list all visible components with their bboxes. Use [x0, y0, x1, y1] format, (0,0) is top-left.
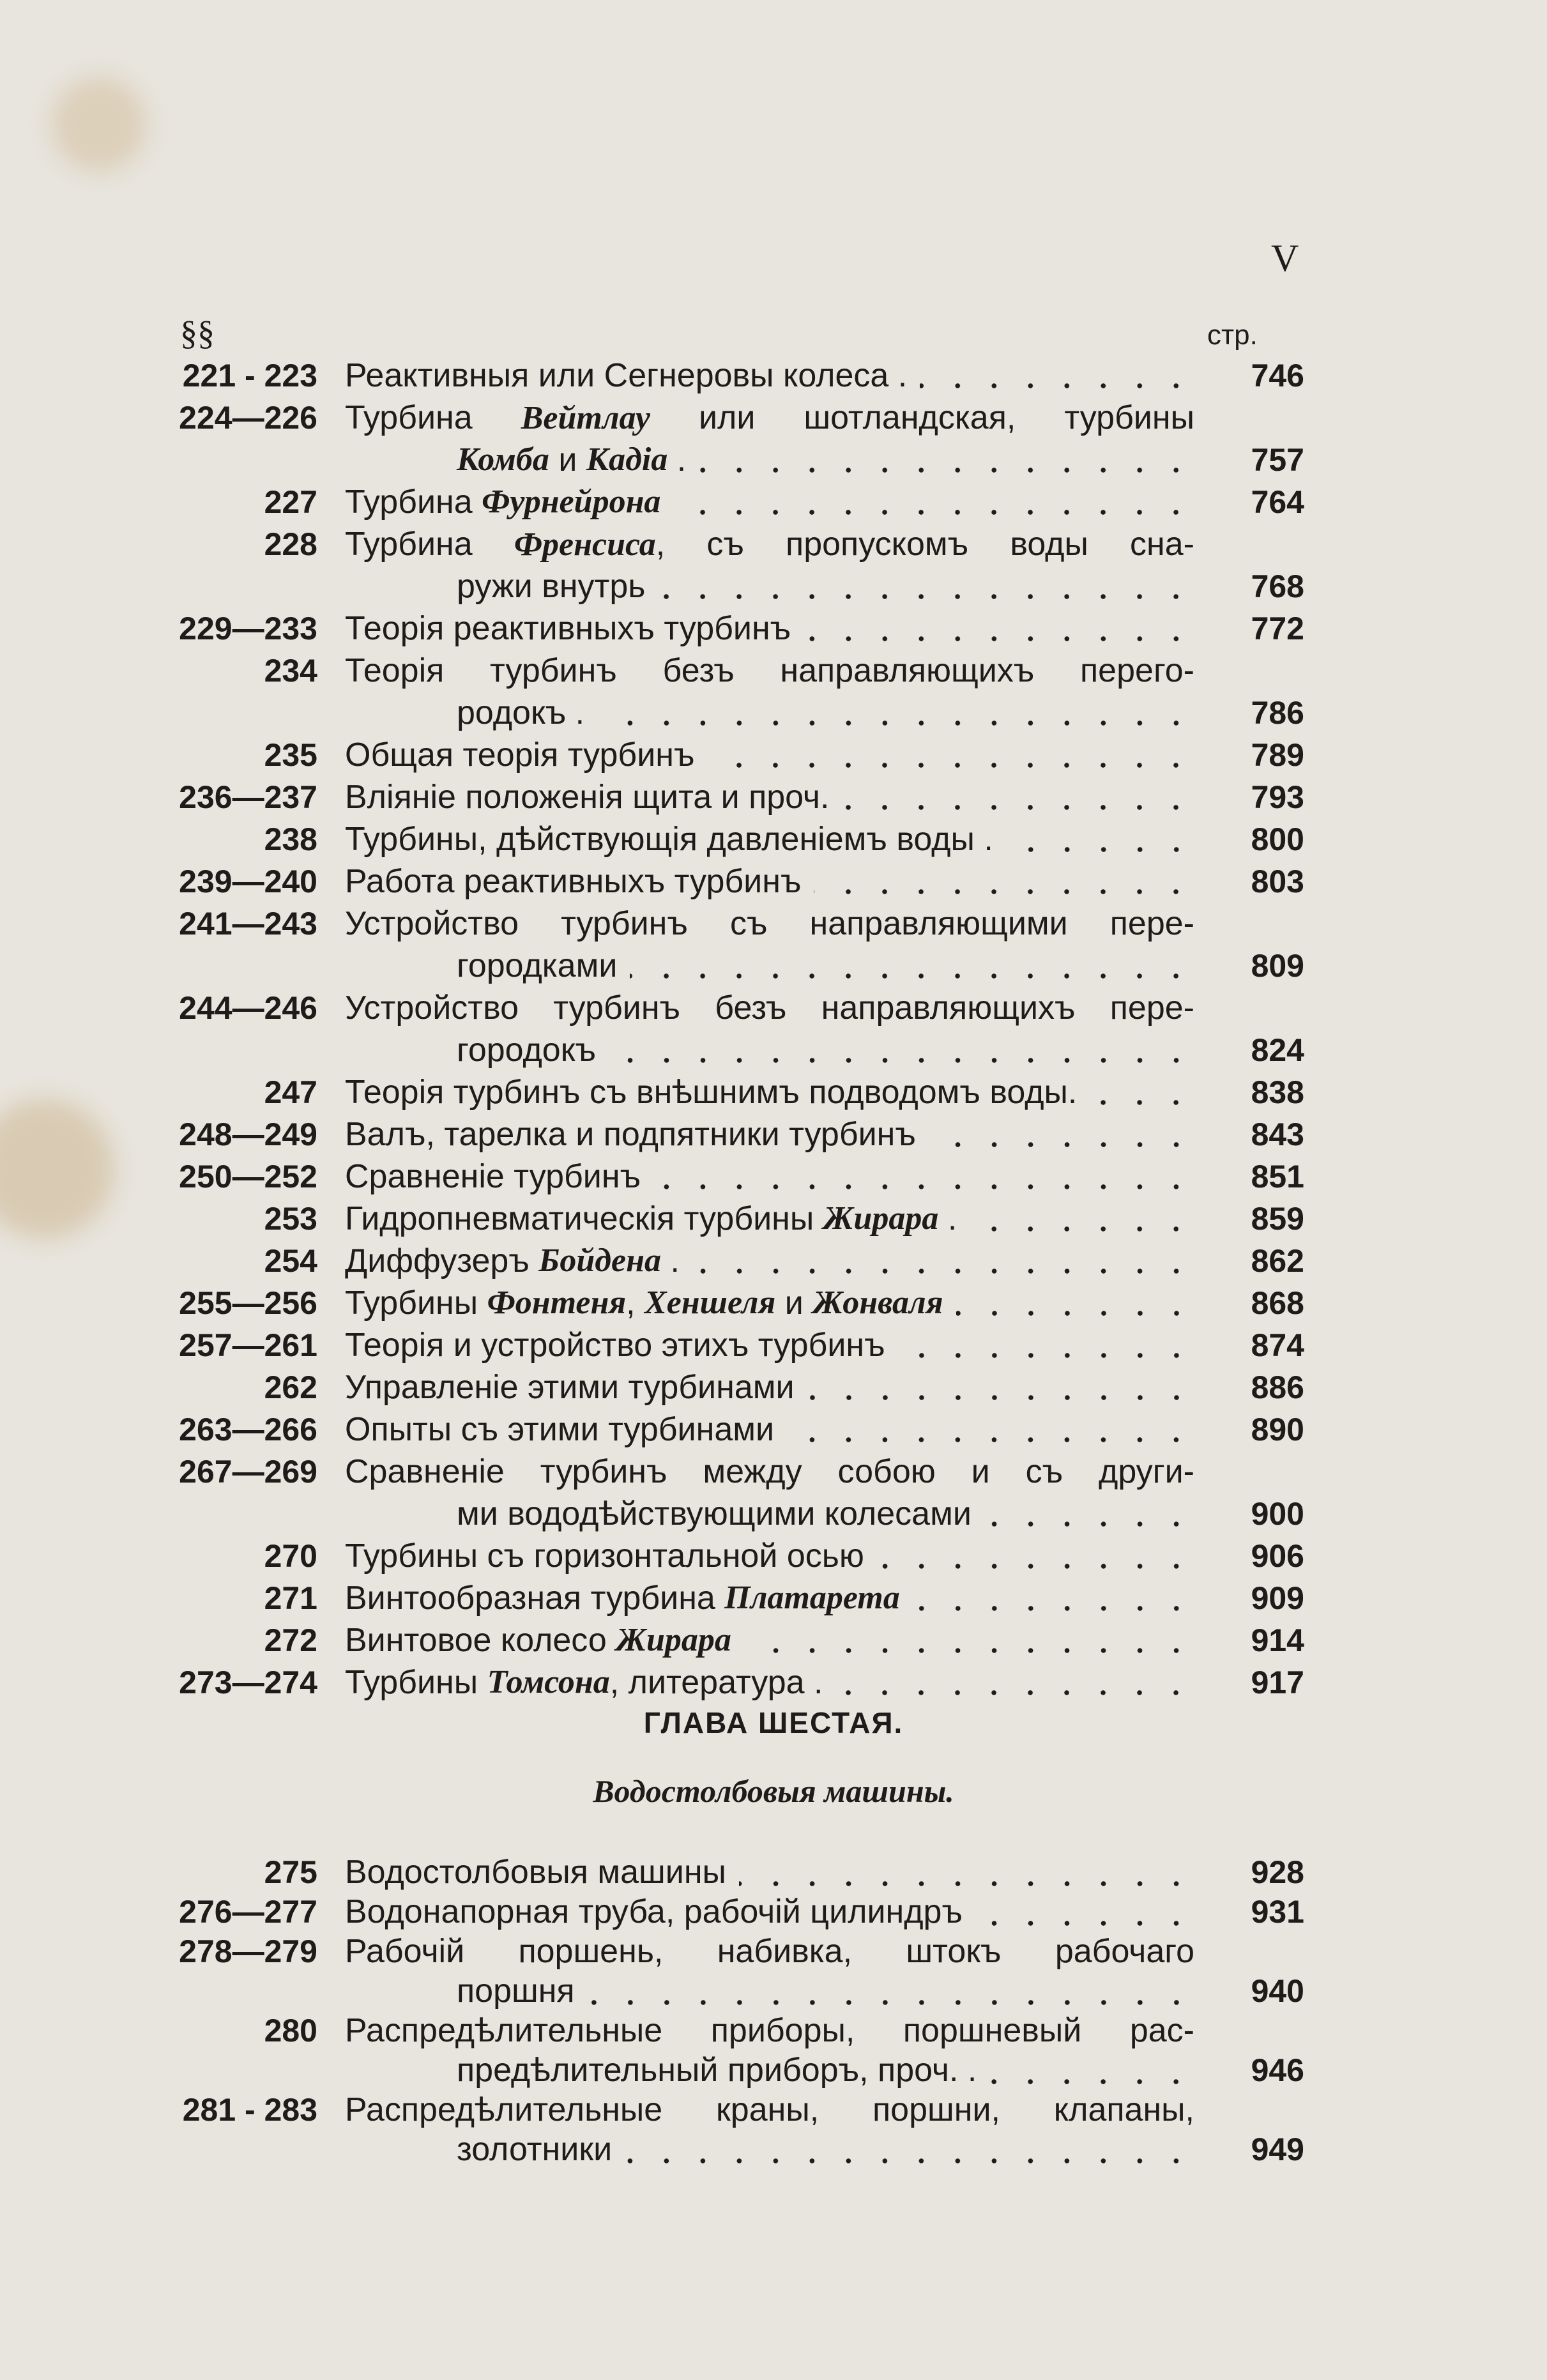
toc-entry: [0, 903, 1547, 987]
title-text: Рабочій поршень, набивка, штокъ рабочаго: [345, 1933, 1194, 1970]
author-name: Хеншеля: [644, 1285, 776, 1321]
toc-line: [0, 987, 1547, 1029]
dot-leader: [673, 481, 1194, 523]
toc-entry: [0, 1366, 1547, 1408]
toc-line: [0, 945, 1547, 987]
title-text: Валъ, тарелка и подпятники турбинъ: [345, 1116, 916, 1153]
page-column-header: стр.: [1207, 319, 1258, 351]
toc-entry: [0, 1198, 1547, 1240]
entry-title: [345, 776, 1194, 818]
table-of-contents: [0, 355, 1547, 1704]
entry-title: [345, 1577, 1194, 1619]
section-number: 267—269: [179, 1454, 317, 1490]
page-reference: 859: [1251, 1201, 1304, 1237]
author-name: Вейтлау: [521, 400, 650, 436]
title-text: Турбина: [345, 399, 521, 436]
toc-entry: [0, 1852, 1547, 1892]
entry-title: [345, 903, 1194, 945]
section-number: 272: [264, 1622, 317, 1658]
section-number: 276—277: [179, 1894, 317, 1930]
section-number: 254: [264, 1243, 317, 1279]
page-reference: 949: [1251, 2132, 1304, 2167]
author-name: Френсиса: [514, 526, 656, 563]
toc-line: [0, 1240, 1547, 1282]
author-name: Фонтеня: [487, 1285, 627, 1321]
dot-leader: [1090, 1071, 1194, 1113]
section-number: 281 - 283: [182, 2092, 317, 2128]
title-text: Теорія и устройство этихъ турбинъ: [345, 1327, 885, 1364]
toc-line: [0, 2130, 1547, 2169]
title-text: Винтообразная турбина: [345, 1580, 725, 1617]
toc-entry: [0, 523, 1547, 607]
entry-title: [345, 2090, 1194, 2132]
page-reference: 900: [1251, 1496, 1304, 1532]
entry-title: [457, 2050, 1194, 2090]
dot-leader: [739, 1852, 1194, 1892]
dot-leader: [804, 607, 1194, 650]
section-number: 228: [264, 526, 317, 562]
toc-entry: [0, 1661, 1547, 1704]
dot-leader: [658, 565, 1194, 607]
title-text: Диффузеръ: [345, 1242, 539, 1279]
title-text: Распредѣлительные краны, поршни, клапаны,: [345, 2091, 1194, 2128]
author-name: Бойдена: [538, 1242, 661, 1279]
toc-line: [0, 1577, 1547, 1619]
toc-entry: [0, 1932, 1547, 2011]
dot-leader: [609, 1029, 1194, 1071]
entry-title: [457, 2130, 1194, 2169]
title-text: Сравненіе турбинъ между собою и съ други-: [345, 1453, 1194, 1490]
dot-leader: [630, 945, 1194, 987]
toc-line: [0, 355, 1547, 397]
page-reference: 793: [1251, 779, 1304, 815]
toc-entry: [0, 1451, 1547, 1535]
toc-entry: [0, 818, 1547, 860]
section-number: 241—243: [179, 906, 317, 942]
entry-title: [457, 1971, 1194, 2011]
entry-title: [345, 1156, 1194, 1198]
entry-title: [457, 1493, 1194, 1535]
entry-title: [345, 607, 1194, 650]
dot-leader: [984, 1493, 1194, 1535]
toc-line: [0, 1156, 1547, 1198]
page-number: V: [1271, 237, 1299, 279]
toc-line: [0, 1535, 1547, 1577]
toc-entry: [0, 607, 1547, 650]
entry-title: [345, 818, 1194, 860]
author-name: Томсона: [487, 1664, 610, 1700]
toc-line: [0, 776, 1547, 818]
toc-line: [0, 1892, 1547, 1932]
entry-title: [345, 481, 1194, 523]
entry-title: [345, 1324, 1194, 1366]
section-number: 280: [264, 2013, 317, 2048]
title-text: предѣлительный приборъ, проч. .: [457, 2052, 977, 2089]
toc-line: [0, 1661, 1547, 1704]
section-number: 224—226: [179, 400, 317, 436]
section-column-header: §§: [180, 314, 215, 352]
dot-leader: [597, 692, 1194, 734]
toc-line: [0, 734, 1547, 776]
section-number: 255—256: [179, 1285, 317, 1321]
toc-line: [0, 818, 1547, 860]
title-text: Винтовое колесо: [345, 1622, 616, 1659]
page-reference: 917: [1251, 1665, 1304, 1700]
table-of-contents: [0, 1852, 1547, 2169]
toc-line: [0, 523, 1547, 565]
entry-title: [345, 1071, 1194, 1113]
entry-title: [345, 860, 1194, 903]
title-text: Устройство турбинъ съ направляющими пере-: [345, 905, 1194, 942]
page-reference: 886: [1251, 1369, 1304, 1405]
title-text: ружи внутрь: [457, 568, 646, 605]
entry-title: [345, 397, 1194, 439]
title-text: Водонапорная труба, рабочій цилиндръ: [345, 1893, 963, 1930]
dot-leader: [877, 1535, 1194, 1577]
dot-leader: [699, 439, 1194, 481]
section-number: 250—252: [179, 1159, 317, 1194]
title-text: Реактивныя или Сегнеровы колеса .: [345, 357, 908, 394]
toc-line: [0, 1932, 1547, 1971]
entry-title: [345, 1282, 1194, 1324]
entry-title: [345, 1852, 1194, 1892]
title-text: Вліяніе положенія щита и проч.: [345, 779, 830, 816]
toc-line: [0, 860, 1547, 903]
title-text: , литература .: [609, 1664, 823, 1701]
title-text: Работа реактивныхъ турбинъ: [345, 863, 802, 900]
page-reference: 772: [1251, 611, 1304, 646]
page-reference: 757: [1251, 442, 1304, 478]
section-number: 236—237: [179, 779, 317, 815]
title-text: Турбины: [345, 1664, 487, 1701]
page-reference: 764: [1251, 484, 1304, 520]
entry-title: [345, 1932, 1194, 1974]
toc-line: [0, 2090, 1547, 2130]
title-text: Турбины, дѣйствующія давленіемъ воды .: [345, 821, 993, 858]
toc-entry: [0, 1535, 1547, 1577]
dot-leader: [692, 1240, 1194, 1282]
entry-title: [345, 1451, 1194, 1493]
page-reference: 862: [1251, 1243, 1304, 1279]
entry-title: [345, 1198, 1194, 1240]
entry-title: [457, 565, 1194, 607]
dot-leader: [787, 1408, 1194, 1451]
toc-line: [0, 439, 1547, 481]
page-reference: 851: [1251, 1159, 1304, 1194]
chapter-heading: ГЛАВА ШЕСТАЯ.: [643, 1706, 904, 1739]
toc-line: [0, 2050, 1547, 2090]
page-reference: 824: [1251, 1032, 1304, 1068]
section-number: 248—249: [179, 1117, 317, 1152]
section-number: 227: [264, 484, 317, 520]
section-number: 239—240: [179, 864, 317, 899]
title-text: Гидропневматическія турбины: [345, 1200, 823, 1237]
toc-line: [0, 607, 1547, 650]
section-number: 253: [264, 1201, 317, 1237]
entry-title: [345, 2011, 1194, 2053]
dot-leader: [970, 1198, 1194, 1240]
toc-line: [0, 2011, 1547, 2050]
entry-title: [345, 987, 1194, 1029]
toc-line: [0, 1029, 1547, 1071]
toc-line: [0, 1408, 1547, 1451]
section-number: 221 - 223: [182, 358, 317, 393]
title-text: или шотландская, турбины: [650, 399, 1194, 436]
section-number: 244—246: [179, 990, 317, 1026]
toc-entry: [0, 1071, 1547, 1113]
dot-leader: [929, 1113, 1194, 1156]
toc-entry: [0, 1113, 1547, 1156]
toc-line: [0, 397, 1547, 439]
page-reference: 803: [1251, 864, 1304, 899]
section-number: 235: [264, 737, 317, 773]
page-reference: 874: [1251, 1327, 1304, 1363]
title-text: , съ пропускомъ воды сна-: [655, 526, 1194, 563]
toc-entry: [0, 397, 1547, 481]
title-text: родокъ .: [457, 694, 585, 731]
toc-line: [0, 1282, 1547, 1324]
page-reference: 746: [1251, 358, 1304, 393]
dot-leader: [625, 2130, 1194, 2169]
toc-line: [0, 692, 1547, 734]
toc-entry: [0, 1892, 1547, 1932]
toc-entry: [0, 776, 1547, 818]
title-text: ми вододѣйствующими колесами: [457, 1495, 972, 1532]
dot-leader: [842, 776, 1194, 818]
page-reference: 786: [1251, 695, 1304, 731]
dot-leader: [1006, 818, 1194, 860]
dot-leader: [588, 1971, 1194, 2011]
section-number: 257—261: [179, 1327, 317, 1363]
dot-leader: [744, 1619, 1194, 1661]
entry-title: [457, 945, 1194, 987]
title-text: поршня: [457, 1972, 575, 2010]
author-name: Фурнейрона: [482, 484, 661, 520]
entry-title: [345, 650, 1194, 692]
toc-entry: [0, 1408, 1547, 1451]
title-text: Турбины: [345, 1285, 487, 1322]
title-text: Теорія турбинъ съ внѣшнимъ подводомъ воды.: [345, 1074, 1078, 1111]
section-number: 263—266: [179, 1412, 317, 1447]
page-reference: 868: [1251, 1285, 1304, 1321]
author-name: Платарета: [724, 1580, 900, 1616]
author-name: Жирара: [616, 1622, 731, 1658]
author-name: Кадіа: [586, 441, 668, 478]
entry-title: [345, 1366, 1194, 1408]
toc-entry: [0, 2090, 1547, 2169]
section-number: 234: [264, 653, 317, 689]
entry-title: [345, 523, 1194, 565]
section-number: 275: [264, 1854, 317, 1890]
dot-leader: [989, 2050, 1194, 2090]
dot-leader: [898, 1324, 1194, 1366]
page-reference: 914: [1251, 1622, 1304, 1658]
section-number: 262: [264, 1369, 317, 1405]
title-text: Теорія турбинъ безъ направляющихъ перего-: [345, 652, 1194, 689]
title-text: ,: [626, 1285, 645, 1322]
toc-line: [0, 1619, 1547, 1661]
toc-entry: [0, 987, 1547, 1071]
title-text: .: [661, 1242, 680, 1279]
title-text: Управленіе этими турбинами: [345, 1369, 795, 1406]
entry-title: [345, 1619, 1194, 1661]
toc-entry: [0, 1619, 1547, 1661]
dot-leader: [913, 1577, 1194, 1619]
section-number: 271: [264, 1580, 317, 1616]
title-text: .: [667, 441, 687, 478]
toc-entry: [0, 355, 1547, 397]
page-reference: 890: [1251, 1412, 1304, 1447]
page-reference: 906: [1251, 1538, 1304, 1574]
title-text: .: [938, 1200, 957, 1237]
toc-entry: [0, 650, 1547, 734]
toc-entry: [0, 1156, 1547, 1198]
toc-line: [0, 1198, 1547, 1240]
entry-title: [345, 1113, 1194, 1156]
toc-line: [0, 1493, 1547, 1535]
section-number: 278—279: [179, 1934, 317, 1969]
section-number: 229—233: [179, 611, 317, 646]
page-reference: 789: [1251, 737, 1304, 773]
toc-line: [0, 565, 1547, 607]
toc-line: [0, 1324, 1547, 1366]
entry-title: [345, 1535, 1194, 1577]
page-reference: 931: [1251, 1894, 1304, 1930]
page-reference: 800: [1251, 821, 1304, 857]
entry-title: [457, 1029, 1194, 1071]
page-reference: 768: [1251, 568, 1304, 604]
page-reference: 940: [1251, 1973, 1304, 2009]
dot-leader: [814, 860, 1194, 903]
page-reference: 928: [1251, 1854, 1304, 1890]
toc-line: [0, 903, 1547, 945]
title-text: Турбины съ горизонтальной осью: [345, 1537, 864, 1575]
entry-title: [345, 355, 1194, 397]
title-text: Турбина: [345, 484, 482, 521]
toc-line: [0, 1071, 1547, 1113]
toc-entry: [0, 1240, 1547, 1282]
section-number: 270: [264, 1538, 317, 1574]
author-name: Жирара: [823, 1200, 939, 1237]
page-reference: 843: [1251, 1117, 1304, 1152]
toc-entry: [0, 860, 1547, 903]
author-name: Комба: [457, 441, 549, 478]
entry-title: [345, 734, 1194, 776]
toc-line: [0, 481, 1547, 523]
title-text: и: [549, 441, 586, 478]
page-reference: 909: [1251, 1580, 1304, 1616]
dot-leader: [956, 1282, 1195, 1324]
title-text: Устройство турбинъ безъ направляющихъ пере-: [345, 989, 1194, 1026]
title-text: и: [775, 1285, 813, 1322]
toc-entry: [0, 734, 1547, 776]
toc-line: [0, 1852, 1547, 1892]
page-reference: 946: [1251, 2052, 1304, 2088]
toc-line: [0, 1113, 1547, 1156]
title-text: золотники: [457, 2131, 613, 2168]
section-number: 238: [264, 821, 317, 857]
title-text: городками: [457, 947, 618, 984]
toc-line: [0, 1971, 1547, 2011]
title-text: Теорія реактивныхъ турбинъ: [345, 610, 791, 647]
entry-title: [457, 439, 1194, 481]
section-number: 273—274: [179, 1665, 317, 1700]
paper-stain: [51, 77, 147, 172]
toc-entry: [0, 2011, 1547, 2090]
toc-entry: [0, 1324, 1547, 1366]
toc-line: [0, 650, 1547, 692]
title-text: Турбина: [345, 526, 514, 563]
page-reference: 809: [1251, 948, 1304, 984]
toc-entry: [0, 481, 1547, 523]
entry-title: [457, 692, 1194, 734]
dot-leader: [975, 1892, 1194, 1932]
page-reference: 838: [1251, 1074, 1304, 1110]
dot-leader: [920, 355, 1194, 397]
entry-title: [345, 1408, 1194, 1451]
toc-line: [0, 1451, 1547, 1493]
entry-title: [345, 1240, 1194, 1282]
dot-leader: [707, 734, 1194, 776]
title-text: Водостолбовыя машины: [345, 1854, 726, 1891]
title-text: Сравненіе турбинъ: [345, 1158, 641, 1195]
entry-title: [345, 1661, 1194, 1704]
author-name: Жонваля: [812, 1285, 943, 1321]
section-number: 247: [264, 1074, 317, 1110]
toc-entry: [0, 1282, 1547, 1324]
dot-leader: [807, 1366, 1194, 1408]
chapter-subtitle: Водостолбовыя машины.: [593, 1773, 954, 1809]
title-text: Распредѣлительные приборы, поршневый рас-: [345, 2012, 1194, 2049]
dot-leader: [835, 1661, 1194, 1704]
title-text: Опыты съ этими турбинами: [345, 1411, 775, 1448]
toc-line: [0, 1366, 1547, 1408]
title-text: Общая теорія турбинъ: [345, 736, 695, 774]
dot-leader: [653, 1156, 1194, 1198]
title-text: городокъ: [457, 1032, 596, 1069]
entry-title: [345, 1892, 1194, 1932]
toc-entry: [0, 1577, 1547, 1619]
